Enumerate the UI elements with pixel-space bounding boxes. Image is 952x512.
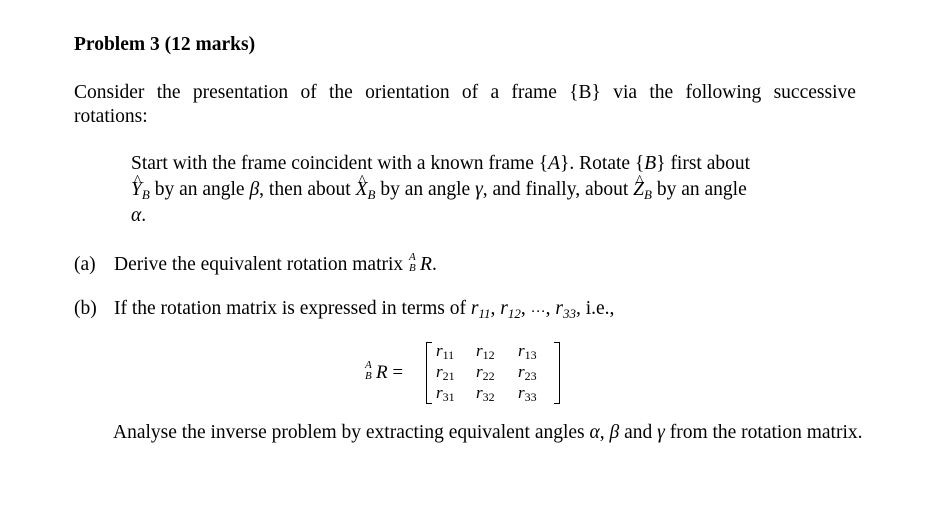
frame-transform-symbol — [364, 359, 376, 382]
matrix-entry-subscript: 23 — [524, 369, 537, 383]
part-b-text: If the rotation matrix is expressed in terms of — [114, 298, 471, 319]
text-fragment: , — [520, 298, 531, 319]
r-symbol: r — [436, 341, 443, 360]
intro-word: presentation — [192, 82, 289, 103]
ellipsis: … — [530, 300, 546, 316]
text-fragment: } first about — [656, 153, 751, 174]
beta-symbol: β — [249, 179, 260, 200]
right-bracket — [554, 342, 560, 404]
r-symbol: r — [500, 298, 508, 319]
text-fragment: and — [619, 422, 658, 443]
matrix-entry-subscript: 31 — [442, 390, 455, 404]
rotation-matrix — [426, 341, 560, 404]
matrix-entry-subscript: 12 — [482, 348, 495, 362]
subscript-B: B — [365, 370, 372, 382]
rotation-line-1 — [131, 151, 811, 177]
intro-line-2: rotations: — [74, 106, 148, 127]
r-symbol: r — [470, 298, 479, 319]
analyse-paragraph — [113, 421, 873, 445]
alpha-symbol: α — [131, 205, 142, 226]
alpha-symbol: α — [589, 422, 600, 443]
subscript-B: B — [367, 187, 376, 202]
intro-word: frame — [511, 82, 557, 103]
superscript-A: A — [409, 251, 416, 263]
intro-word: Consider — [74, 82, 145, 103]
problem-title: Problem 3 (12 marks) — [74, 34, 256, 55]
r-symbol: r — [436, 383, 443, 402]
r-symbol: r — [436, 362, 443, 381]
subscript: 11 — [478, 306, 491, 321]
text-fragment: , then about — [259, 179, 356, 200]
intro-word: orientation — [365, 82, 450, 103]
rotation-sequence-statement — [131, 151, 811, 229]
intro-paragraph — [74, 81, 856, 129]
left-bracket — [426, 342, 432, 404]
frame-transform-symbol — [408, 251, 420, 274]
text-fragment: }. Rotate { — [560, 153, 645, 174]
rotation-line-2 — [131, 177, 811, 203]
matrix-entry-subscript: 21 — [442, 369, 455, 383]
frame-A-symbol: A — [548, 153, 561, 174]
text-fragment: Start with the frame coincident with a known frame { — [131, 153, 549, 174]
part-a-text: Derive the equivalent rotation matrix — [114, 254, 409, 275]
text-fragment: , — [545, 298, 556, 319]
intro-word: the — [156, 82, 181, 103]
x-hat-axis-symbol: ^ X — [356, 177, 368, 203]
text-fragment: from the rotation matrix. — [664, 422, 863, 443]
rotation-line-3 — [131, 203, 811, 229]
text-fragment: , and finally, about — [482, 179, 634, 200]
matrix-entry — [518, 383, 537, 407]
intro-word: a — [490, 82, 500, 103]
r-symbol: r — [476, 362, 483, 381]
part-b-label: (b) — [74, 298, 97, 319]
part-a-label: (a) — [74, 254, 96, 275]
intro-word: {B} — [569, 82, 601, 103]
intro-word: of — [461, 82, 479, 103]
y-hat-axis-symbol: ^ Y — [131, 177, 142, 203]
r-symbol: r — [555, 298, 563, 319]
r-symbol: r — [476, 383, 483, 402]
text-fragment: . — [141, 205, 147, 226]
text-fragment: by an angle — [149, 179, 250, 200]
matrix-entry-subscript: 22 — [482, 369, 495, 383]
intro-word: the — [329, 82, 353, 103]
r-symbol: r — [518, 383, 525, 402]
text-fragment: Analyse the inverse problem by extracting equivalent angles — [113, 422, 590, 443]
r-symbol: r — [518, 362, 525, 381]
superscript-A: A — [365, 359, 372, 371]
text-fragment: , i.e., — [575, 298, 615, 319]
matrix-entry — [436, 383, 455, 407]
matrix-entry-subscript: 13 — [524, 348, 537, 362]
r-symbol: r — [518, 341, 525, 360]
intro-word: successive — [773, 82, 856, 103]
gamma-symbol: γ — [475, 179, 483, 200]
text-fragment: by an angle — [375, 179, 476, 200]
frame-B-symbol: B — [644, 153, 657, 174]
z-hat-axis-symbol: ^ Z — [633, 177, 644, 203]
gamma-symbol: γ — [657, 422, 665, 443]
subscript-B: B — [644, 187, 652, 202]
part-b — [74, 296, 614, 321]
subscript-B: B — [409, 262, 416, 274]
beta-symbol: β — [609, 422, 620, 443]
text-fragment: by an angle — [651, 179, 747, 200]
matrix-entry-subscript: 32 — [482, 390, 495, 404]
equals-sign: = — [387, 362, 404, 383]
intro-word: the — [649, 82, 674, 103]
intro-word: via — [613, 82, 638, 103]
matrix-entry — [476, 383, 495, 407]
rotation-R-symbol: R — [420, 254, 432, 275]
text-fragment: . — [431, 254, 437, 275]
subscript: 33 — [562, 306, 576, 321]
part-a — [74, 253, 437, 277]
matrix-entry-subscript: 11 — [442, 348, 455, 362]
rotation-R-symbol: R — [376, 362, 388, 383]
r-symbol: r — [476, 341, 483, 360]
subscript: 12 — [507, 306, 521, 321]
intro-line-1 — [74, 81, 856, 105]
intro-word: of — [300, 82, 317, 103]
matrix-lhs — [364, 359, 404, 384]
text-fragment: , — [599, 422, 610, 443]
subscript-B: B — [141, 187, 150, 202]
matrix-entry-subscript: 33 — [524, 390, 537, 404]
text-fragment: , — [490, 298, 501, 319]
intro-word: following — [685, 82, 762, 103]
